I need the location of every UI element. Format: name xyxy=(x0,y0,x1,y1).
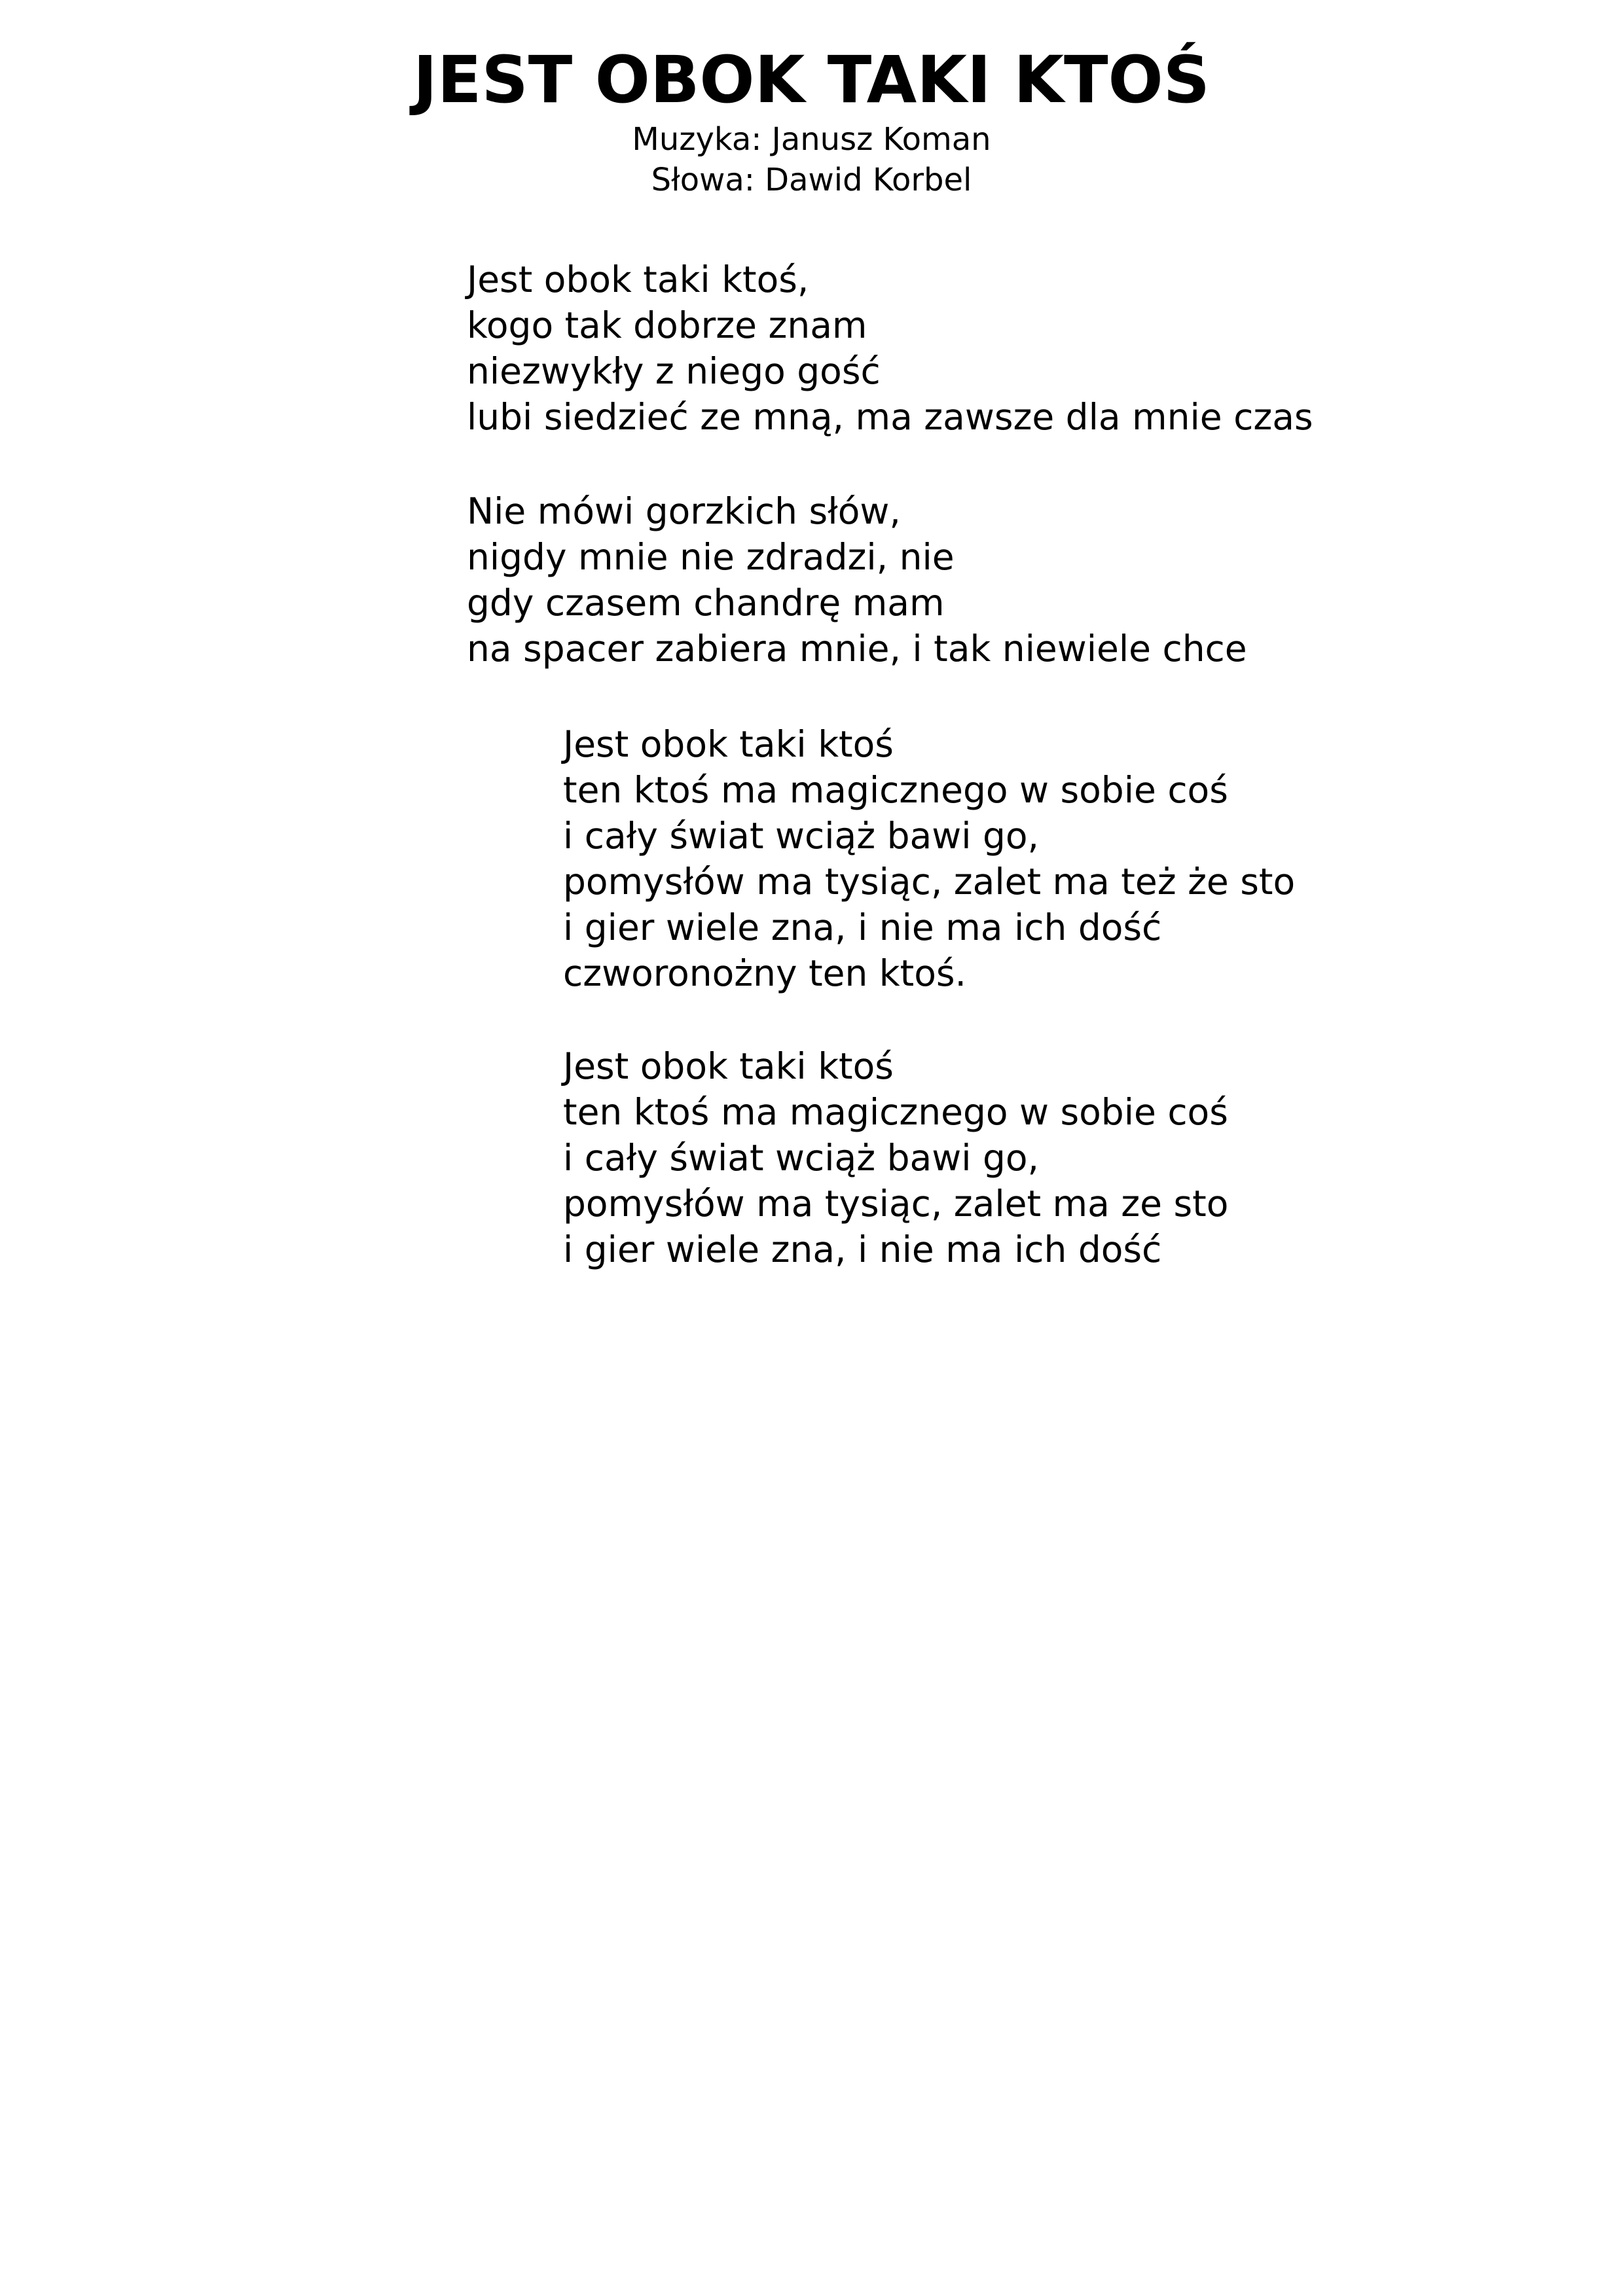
lyric-line: Nie mówi gorzkich słów, xyxy=(467,490,901,532)
lyric-line: czworonożny ten ktoś. xyxy=(563,952,967,994)
lyric-line: pomysłów ma tysiąc, zalet ma ze sto xyxy=(563,1183,1229,1225)
stanza-chorus-1 xyxy=(563,721,1295,996)
lyric-line: gdy czasem chandrę mam xyxy=(467,582,945,624)
lyric-line: i cały świat wciąż bawi go, xyxy=(563,1137,1040,1179)
stanza-chorus-2 xyxy=(563,1043,1228,1272)
song-title: JEST OBOK TAKI KTOŚ xyxy=(413,43,1210,118)
lyric-line: i cały świat wciąż bawi go, xyxy=(563,815,1040,857)
lyric-line: niezwykły z niego gość xyxy=(467,350,881,392)
lyric-line: kogo tak dobrze znam xyxy=(467,304,867,346)
lyric-line: Jest obok taki ktoś xyxy=(563,723,894,765)
lyric-line: i gier wiele zna, i nie ma ich dość xyxy=(563,1229,1162,1270)
music-credit: Muzyka: Janusz Koman xyxy=(632,121,991,158)
lyric-line: ten ktoś ma magicznego w sobie coś xyxy=(563,769,1228,811)
lyric-line: Jest obok taki ktoś xyxy=(563,1045,894,1087)
lyrics-credit: Słowa: Dawid Korbel xyxy=(651,162,972,198)
lyric-line: ten ktoś ma magicznego w sobie coś xyxy=(563,1091,1228,1133)
stanza-verse-2 xyxy=(467,488,1247,672)
lyric-line: i gier wiele zna, i nie ma ich dość xyxy=(563,906,1162,948)
lyric-line: Jest obok taki ktoś, xyxy=(467,259,809,300)
lyric-line: nigdy mnie nie zdradzi, nie xyxy=(467,536,955,578)
lyric-line: lubi siedzieć ze mną, ma zawsze dla mnie czas xyxy=(467,396,1313,438)
lyric-line: pomysłów ma tysiąc, zalet ma też że sto xyxy=(563,861,1296,903)
lyric-line: na spacer zabiera mnie, i tak niewiele chce xyxy=(467,628,1247,670)
stanza-verse-1 xyxy=(467,257,1313,440)
